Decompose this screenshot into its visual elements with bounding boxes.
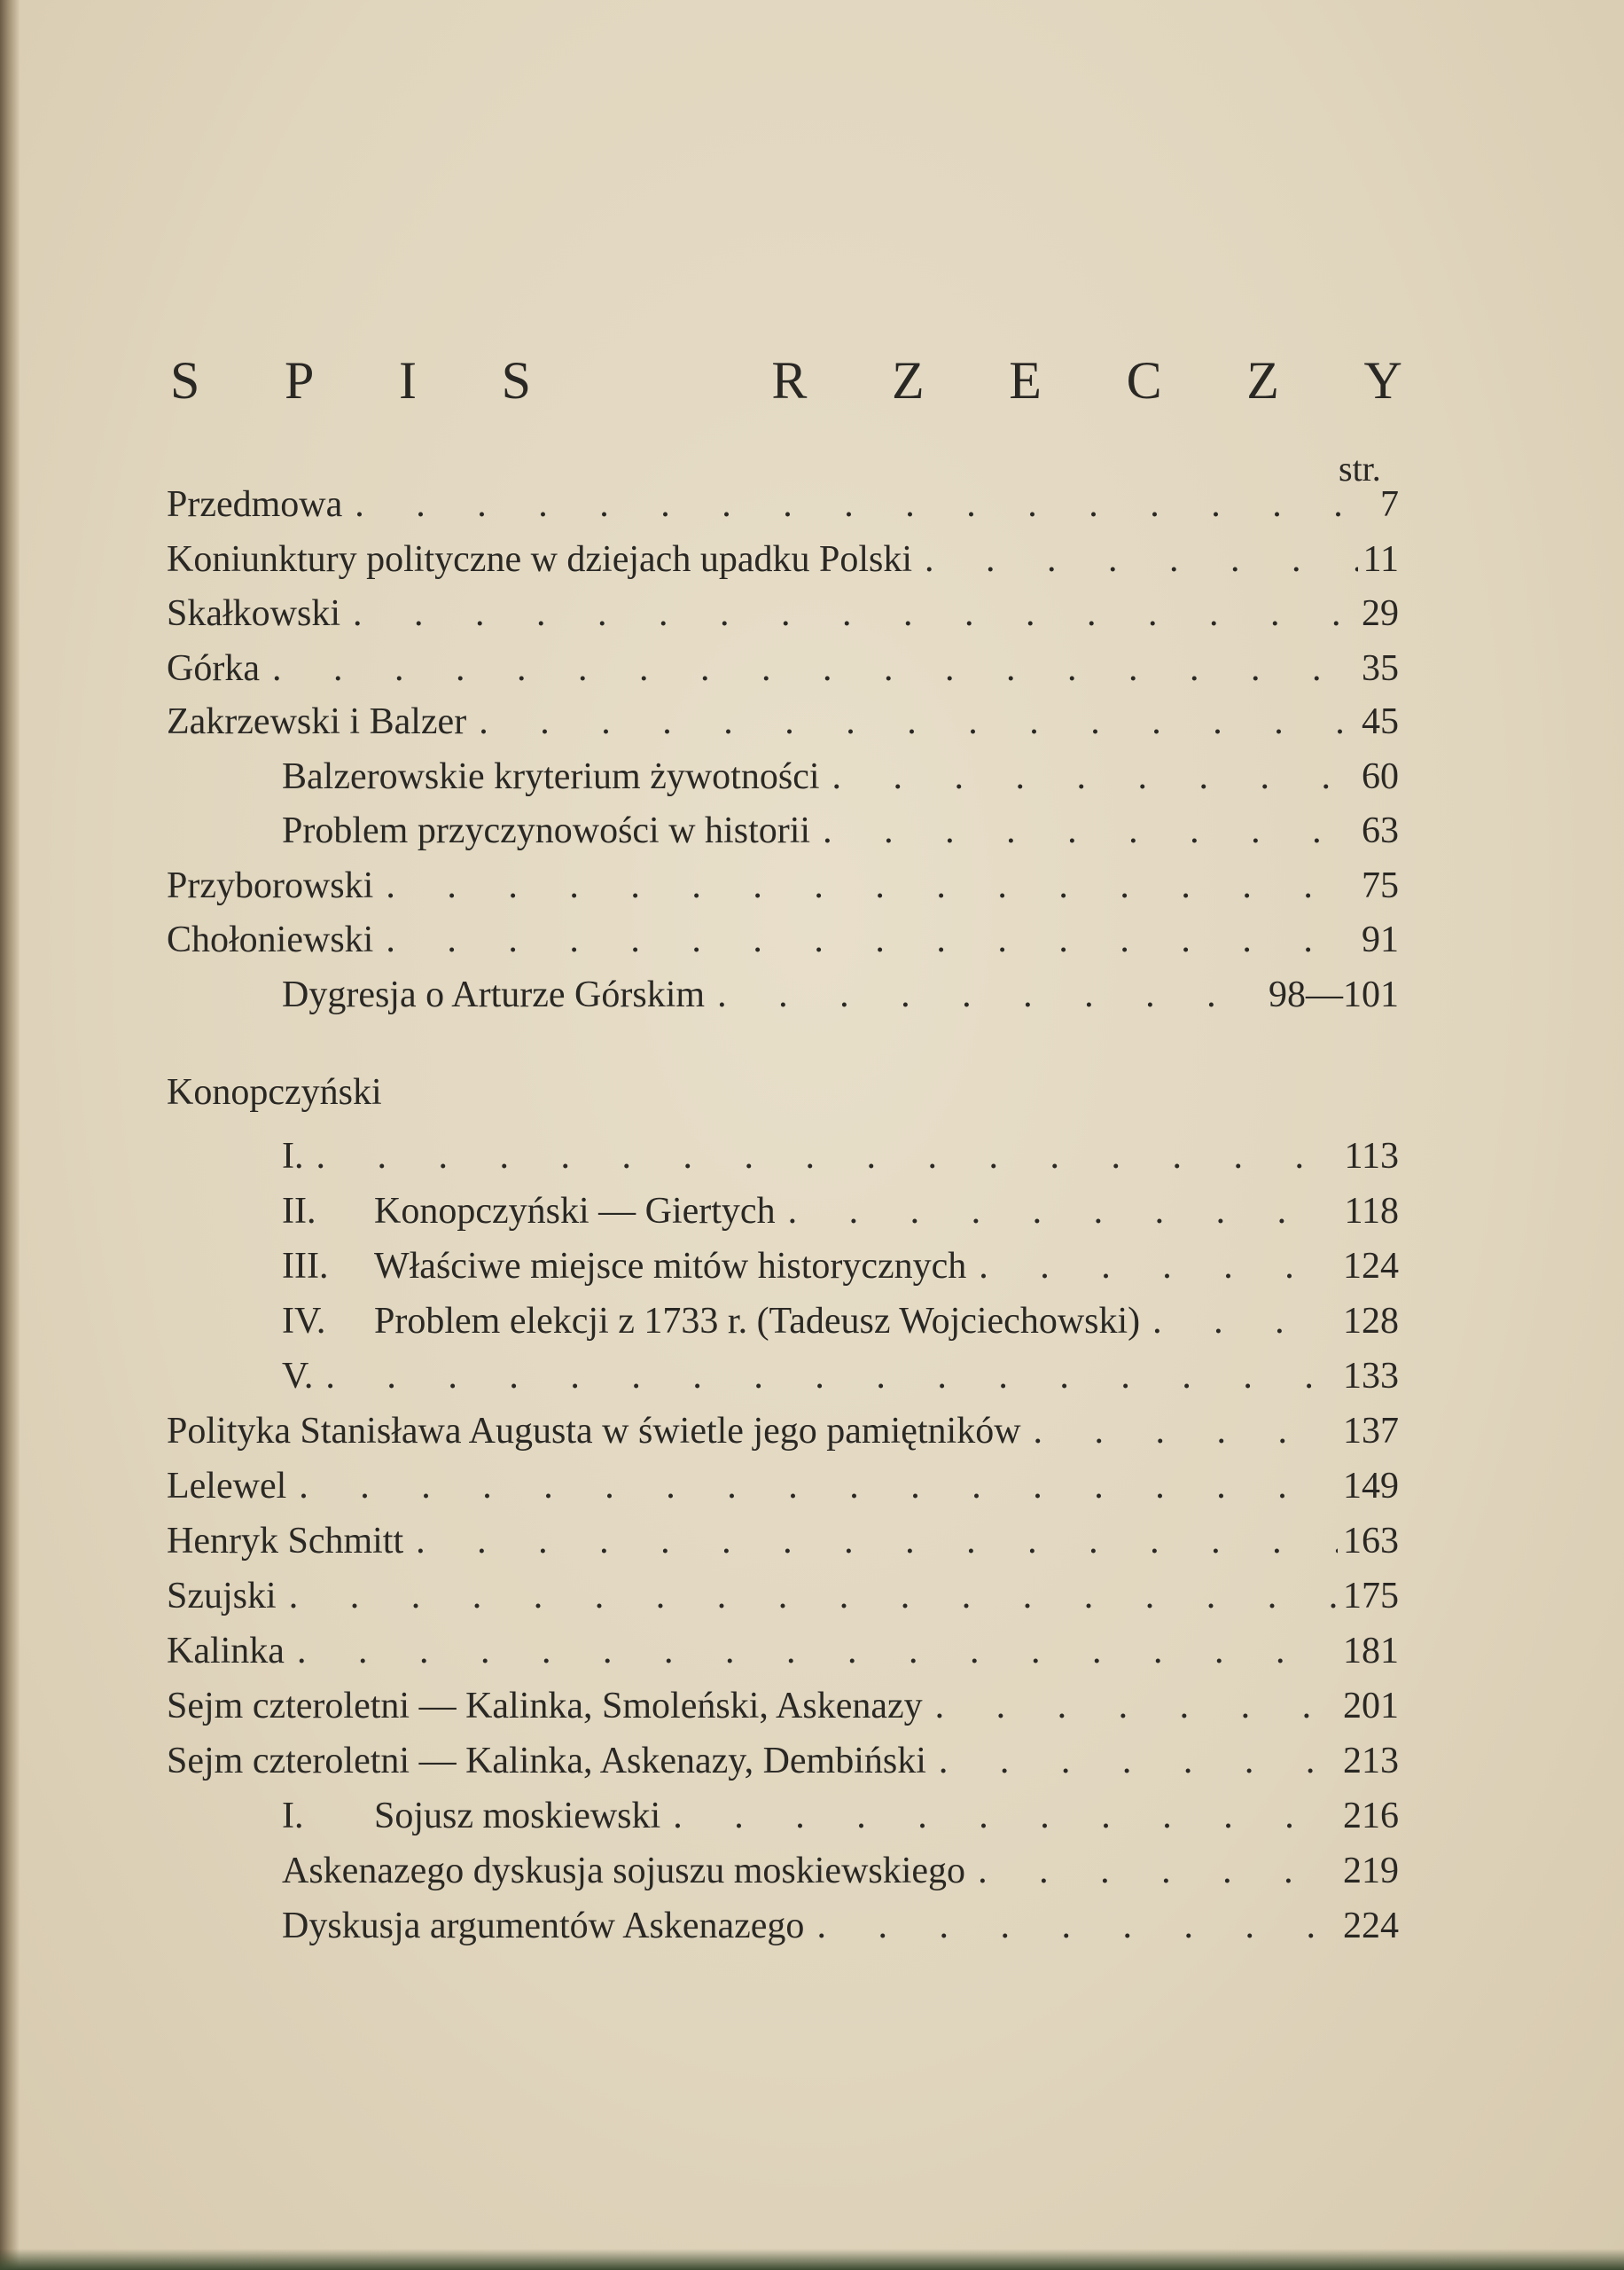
toc-entry xyxy=(282,1355,1399,1408)
toc-leader-dots xyxy=(277,1575,1338,1617)
toc-entry-page: 29 xyxy=(1362,593,1399,634)
toc-entry-number: I. xyxy=(282,1136,304,1177)
toc-entry-title: Kalinka xyxy=(167,1631,285,1671)
toc-entry-title: Górka xyxy=(167,648,260,689)
toc-entry xyxy=(167,647,1399,701)
toc-entry-page: 124 xyxy=(1343,1246,1399,1287)
title-letter: Z xyxy=(1246,351,1279,410)
toc-entry-page: 181 xyxy=(1343,1631,1399,1671)
toc-entry xyxy=(167,865,1399,918)
toc-leader-dots xyxy=(923,1685,1338,1727)
toc-entry xyxy=(167,701,1399,754)
toc-entry-page: 45 xyxy=(1362,701,1399,742)
toc-leader-dots xyxy=(965,1850,1338,1892)
page-bottom-edge xyxy=(0,2249,1624,2270)
toc-leader-dots xyxy=(926,1740,1338,1782)
toc-entry-page: 60 xyxy=(1362,756,1399,797)
toc-entry-page: 175 xyxy=(1343,1576,1399,1616)
toc-entry xyxy=(167,1410,1399,1463)
page-title xyxy=(170,350,1402,411)
toc-entry-page: 201 xyxy=(1343,1686,1399,1726)
toc-entry-title: Skałkowski xyxy=(167,593,341,634)
toc-leader-dots xyxy=(260,647,1356,690)
toc-entry xyxy=(282,1795,1399,1848)
toc-entry xyxy=(282,1190,1399,1243)
title-word-gap xyxy=(616,350,687,411)
toc-leader-dots xyxy=(1021,1410,1338,1452)
toc-entry-page: 224 xyxy=(1343,1906,1399,1946)
toc-entry xyxy=(167,483,1399,536)
title-letter: C xyxy=(1126,351,1162,410)
toc-entry-number: V. xyxy=(282,1356,314,1397)
toc-leader-dots xyxy=(966,1245,1338,1288)
title-letter: S xyxy=(170,351,200,410)
toc-entry xyxy=(167,538,1399,591)
toc-entry xyxy=(167,1575,1399,1628)
toc-entry-page: 128 xyxy=(1343,1301,1399,1342)
toc-entry xyxy=(167,1520,1399,1573)
toc-entry xyxy=(167,1630,1399,1683)
toc-leader-dots xyxy=(285,1630,1338,1672)
toc-leader-dots xyxy=(1140,1300,1338,1342)
toc-entry-title: Przedmowa xyxy=(167,484,343,525)
toc-leader-dots xyxy=(340,592,1356,635)
toc-entry xyxy=(167,1740,1399,1793)
toc-entry-page: 98—101 xyxy=(1269,975,1399,1015)
title-letter: Z xyxy=(891,351,925,410)
toc-entry-number: IV. xyxy=(282,1301,326,1342)
toc-entry xyxy=(282,1245,1399,1298)
toc-entry-number: III. xyxy=(282,1246,329,1287)
toc-entry xyxy=(167,919,1399,972)
title-letter: Y xyxy=(1363,351,1402,410)
toc-entry-title: Lelewel xyxy=(167,1466,287,1507)
toc-leader-dots xyxy=(313,1355,1338,1397)
toc-entry-title: Dygresja o Arturze Górskim xyxy=(282,975,706,1015)
toc-entry-title: Sojusz moskiewski xyxy=(374,1796,661,1836)
toc-leader-dots xyxy=(466,701,1356,743)
toc-entry-title: Sejm czteroletni — Kalinka, Smoleński, Askenazy xyxy=(167,1686,923,1726)
toc-entry xyxy=(282,1850,1399,1903)
toc-entry-page: 91 xyxy=(1362,920,1399,960)
toc-leader-dots xyxy=(660,1795,1338,1837)
toc-leader-dots xyxy=(912,538,1358,581)
toc-entry-page: 75 xyxy=(1362,865,1399,906)
toc-entry xyxy=(282,1300,1399,1353)
title-letter: E xyxy=(1009,351,1042,410)
toc-entry-title: Problem przyczynowości w historii xyxy=(282,810,811,851)
toc-leader-dots xyxy=(820,755,1357,798)
toc-entry-page: 133 xyxy=(1343,1356,1399,1397)
book-spine-shadow xyxy=(0,0,20,2270)
toc-entry-page: 11 xyxy=(1362,539,1399,580)
toc-leader-dots xyxy=(776,1190,1339,1233)
toc-entry-page: 219 xyxy=(1343,1851,1399,1891)
toc-entry xyxy=(282,810,1399,863)
toc-entry xyxy=(282,974,1399,1027)
toc-entry-page: 7 xyxy=(1380,484,1399,525)
toc-entry-title: Dyskusja argumentów Askenazego xyxy=(282,1906,805,1946)
title-letter: I xyxy=(399,351,418,410)
toc-entry-page: 213 xyxy=(1343,1741,1399,1781)
toc-entry xyxy=(167,592,1399,646)
toc-entry-number: II. xyxy=(282,1191,316,1232)
toc-entry xyxy=(167,1465,1399,1518)
toc-leader-dots xyxy=(403,1520,1338,1562)
toc-entry xyxy=(282,1135,1399,1188)
toc-leader-dots xyxy=(304,1135,1339,1178)
toc-leader-dots xyxy=(705,974,1263,1016)
toc-entry-page: 163 xyxy=(1343,1521,1399,1562)
toc-entry-title: Henryk Schmitt xyxy=(167,1521,404,1562)
title-letter: R xyxy=(771,351,808,410)
title-letter: S xyxy=(501,351,532,410)
toc-entry-title: Właściwe miejsce mitów historycznych xyxy=(374,1246,967,1287)
toc-entry-page: 137 xyxy=(1343,1411,1399,1452)
toc-entry-title: Przyborowski xyxy=(167,865,374,906)
toc-leader-dots xyxy=(804,1905,1338,1947)
toc-entry xyxy=(167,1685,1399,1738)
toc-entry-title: Zakrzewski i Balzer xyxy=(167,701,467,742)
toc-leader-dots xyxy=(342,483,1375,526)
toc-entry-title: Koniunktury polityczne w dziejach upadku Polski xyxy=(167,539,913,580)
toc-entry-title: Askenazego dyskusja sojuszu moskiewskiego xyxy=(282,1851,966,1891)
toc-entry-title: Sejm czteroletni — Kalinka, Askenazy, Dembiński xyxy=(167,1741,926,1781)
toc-entry-title: Polityka Stanisława Augusta w świetle jego pamiętników xyxy=(167,1411,1021,1452)
toc-entry xyxy=(282,1905,1399,1958)
toc-entry-page: 63 xyxy=(1362,810,1399,851)
toc-entry-page: 35 xyxy=(1362,648,1399,689)
toc-leader-dots xyxy=(373,919,1356,961)
toc-leader-dots xyxy=(810,810,1356,852)
toc-entry-title: Konopczyński — Giertych xyxy=(374,1191,776,1232)
page-column-label: str. xyxy=(1339,449,1381,489)
toc-entry-title: Szujski xyxy=(167,1576,277,1616)
toc-entry xyxy=(282,755,1399,809)
toc-entry-page: 118 xyxy=(1344,1191,1399,1232)
toc-leader-dots xyxy=(286,1465,1338,1507)
toc-section-heading: Konopczyński xyxy=(167,1072,382,1113)
toc-entry-title: Problem elekcji z 1733 r. (Tadeusz Wojciechowski) xyxy=(374,1301,1141,1342)
toc-entry-title: Balzerowskie kryterium żywotności xyxy=(282,756,820,797)
toc-entry-page: 149 xyxy=(1343,1466,1399,1507)
toc-entry-page: 113 xyxy=(1344,1136,1399,1177)
toc-entry-number: I. xyxy=(282,1796,304,1836)
toc-entry-title: Chołoniewski xyxy=(167,920,374,960)
title-letter: P xyxy=(285,351,315,410)
toc-leader-dots xyxy=(373,865,1356,907)
toc-entry-page: 216 xyxy=(1343,1796,1399,1836)
